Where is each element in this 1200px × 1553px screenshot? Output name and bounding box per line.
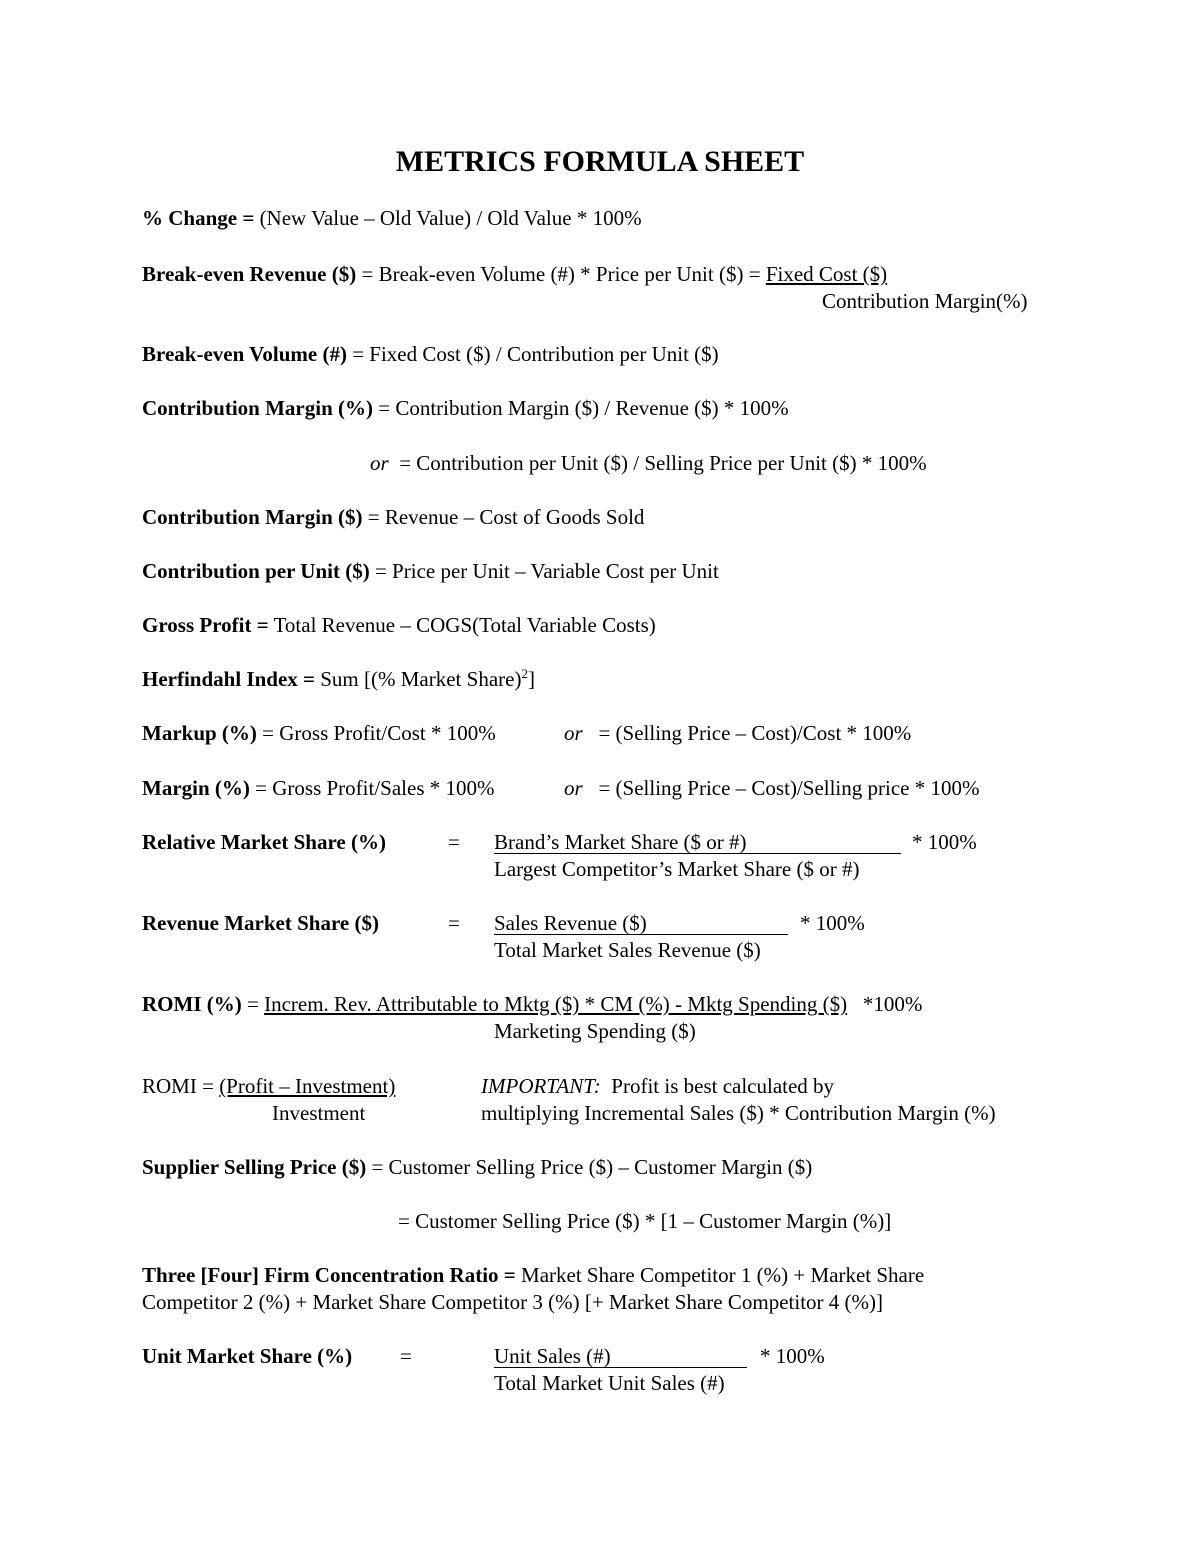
formula-concentration-ratio-line2: Competitor 2 (%) + Market Share Competitor 3 (%) [+ Market Share Competitor 4 (%)] — [142, 1290, 883, 1314]
formula-text: = Gross Profit/Sales * 100% — [255, 776, 495, 800]
formula-label: Break-even Revenue ($) — [142, 262, 357, 286]
numerator-text: Brand’s Market Share ($ or #) — [494, 831, 901, 854]
formula-label: Contribution Margin (%) — [142, 396, 373, 420]
formula-concentration-ratio — [142, 1262, 924, 1288]
formula-contribution-margin-pct-alt — [370, 450, 927, 476]
or-word: or — [564, 776, 583, 800]
formula-label: Margin (%) — [142, 776, 250, 800]
formula-label: Break-even Volume (#) — [142, 342, 347, 366]
equals-sign: = — [448, 830, 460, 854]
fraction-numerator: Increm. Rev. Attributable to Mktg ($) * CM (%) - Mktg Spending ($) — [264, 992, 848, 1016]
formula-label: % Change = — [142, 206, 255, 230]
formula-label: Contribution Margin ($) — [142, 505, 363, 529]
multiplier: * 100% — [760, 1344, 825, 1368]
fraction-denominator: Total Market Unit Sales (#) — [494, 1371, 725, 1395]
formula-label: Supplier Selling Price ($) — [142, 1155, 367, 1179]
formula-label: ROMI (%) — [142, 992, 242, 1016]
formula-break-even-revenue — [142, 261, 887, 287]
fraction-numerator — [494, 1343, 747, 1369]
fraction-denominator: Largest Competitor’s Market Share ($ or #) — [494, 857, 860, 881]
fraction-denominator: Contribution Margin(%) — [822, 289, 1028, 313]
equals-sign: = — [246, 992, 259, 1016]
formula-text: Sum [(% Market Share) — [320, 667, 522, 691]
formula-text: = Price per Unit – Variable Cost per Unit — [374, 559, 719, 583]
multiplier: *100% — [862, 992, 923, 1016]
important-note — [481, 1073, 834, 1099]
formula-close: ] — [527, 667, 535, 691]
formula-revenue-market-share — [142, 910, 379, 936]
formula-supplier-selling-price — [142, 1154, 812, 1180]
formula-unit-market-share — [142, 1343, 352, 1369]
numerator-text: Unit Sales (#) — [494, 1345, 747, 1368]
note-text: Profit is best calculated by — [611, 1074, 835, 1098]
formula-label: Markup (%) — [142, 721, 257, 745]
formula-label: Contribution per Unit ($) — [142, 559, 370, 583]
formula-label: Three [Four] Firm Concentration Ratio = — [142, 1263, 516, 1287]
formula-text: = Contribution per Unit ($) / Selling Price per Unit ($) * 100% — [399, 451, 927, 475]
formula-text: = Gross Profit/Cost * 100% — [262, 721, 496, 745]
important-note-line2: multiplying Incremental Sales ($) * Contribution Margin (%) — [481, 1101, 996, 1125]
formula-markup — [142, 720, 496, 746]
equals-sign: = — [448, 911, 460, 935]
multiplier: * 100% — [912, 830, 977, 854]
important-label: IMPORTANT: — [481, 1074, 601, 1098]
fraction-denominator: Investment — [272, 1101, 366, 1125]
formula-contribution-margin-pct — [142, 395, 789, 421]
or-word: or — [370, 451, 389, 475]
fraction-denominator: Total Market Sales Revenue ($) — [494, 938, 761, 962]
formula-text: Total Revenue – COGS(Total Variable Costs) — [273, 613, 656, 637]
formula-text: = Contribution Margin ($) / Revenue ($) * 100% — [378, 396, 789, 420]
fraction-numerator: (Profit – Investment) — [219, 1074, 396, 1098]
formula-relative-market-share — [142, 829, 386, 855]
formula-text: = (Selling Price – Cost)/Cost * 100% — [598, 721, 912, 745]
or-word: or — [564, 721, 583, 745]
formula-margin — [142, 775, 495, 801]
formula-label: Revenue Market Share ($) — [142, 911, 379, 935]
superscript: 2 — [521, 666, 528, 681]
multiplier: * 100% — [800, 911, 865, 935]
formula-label: ROMI = — [142, 1074, 214, 1098]
formula-herfindahl-index — [142, 666, 535, 692]
page-title: METRICS FORMULA SHEET — [395, 145, 805, 178]
formula-romi-pct — [142, 991, 922, 1017]
formula-supplier-selling-price-alt: = Customer Selling Price ($) * [1 – Customer Margin (%)] — [398, 1209, 892, 1233]
fraction-numerator: Fixed Cost ($) — [765, 262, 888, 286]
formula-margin-alt — [564, 775, 979, 801]
formula-text: (New Value – Old Value) / Old Value * 100% — [259, 206, 642, 230]
formula-romi — [142, 1073, 395, 1099]
formula-contribution-per-unit — [142, 558, 719, 584]
formula-markup-alt — [564, 720, 911, 746]
formula-text: = Fixed Cost ($) / Contribution per Unit ($) — [352, 342, 719, 366]
formula-break-even-volume — [142, 341, 719, 367]
fraction-numerator — [494, 910, 788, 936]
formula-contribution-margin-dollar — [142, 504, 644, 530]
formula-label: Herfindahl Index = — [142, 667, 315, 691]
formula-label: Relative Market Share (%) — [142, 830, 386, 854]
formula-text: = Customer Selling Price ($) – Customer Margin ($) — [371, 1155, 813, 1179]
numerator-text: Sales Revenue ($) — [494, 912, 788, 935]
fraction-numerator — [494, 829, 901, 855]
formula-percent-change — [142, 205, 642, 231]
formula-label: Unit Market Share (%) — [142, 1344, 353, 1368]
formula-text: = (Selling Price – Cost)/Selling price * 100% — [598, 776, 980, 800]
formula-text: Market Share Competitor 1 (%) + Market Share — [521, 1263, 925, 1287]
equals-sign: = — [400, 1344, 412, 1368]
fraction-denominator: Marketing Spending ($) — [494, 1019, 696, 1043]
formula-label: Gross Profit = — [142, 613, 269, 637]
formula-text: = Revenue – Cost of Goods Sold — [367, 505, 645, 529]
formula-gross-profit — [142, 612, 656, 638]
formula-text: = Break-even Volume (#) * Price per Unit ($) = — [361, 262, 761, 286]
